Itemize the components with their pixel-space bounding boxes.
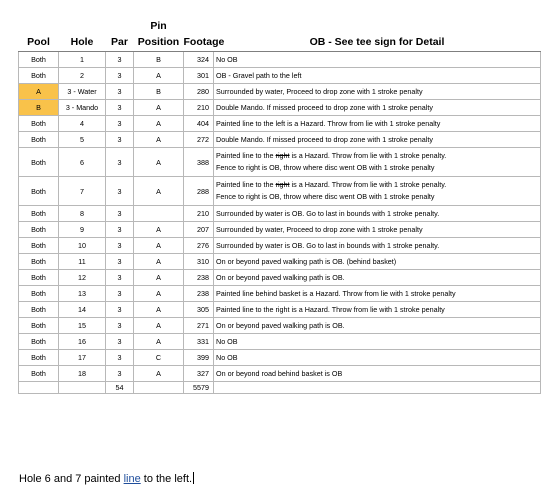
cell-hole[interactable]: 2 — [59, 68, 106, 84]
cell-ob[interactable]: No OB — [214, 350, 541, 366]
cell-hole[interactable]: 7 — [59, 177, 106, 206]
cell-empty[interactable] — [134, 382, 184, 394]
note-text-post: to the left. — [140, 473, 193, 485]
table-row — [19, 254, 541, 270]
header-ob: OB - See tee sign for Detail — [214, 20, 541, 52]
cell-pin[interactable]: A — [134, 116, 184, 132]
cell-footage[interactable]: 310 — [184, 254, 214, 270]
cell-ob[interactable]: On or beyond paved walking path is OB. (behind basket) — [214, 254, 541, 270]
cell-hole[interactable]: 14 — [59, 302, 106, 318]
cell-par[interactable]: 3 — [106, 100, 134, 116]
cell-pool[interactable]: Both — [19, 238, 59, 254]
table-row — [19, 132, 541, 148]
cell-pin[interactable]: A — [134, 254, 184, 270]
cell-pin[interactable]: A — [134, 238, 184, 254]
cell-hole[interactable]: 4 — [59, 116, 106, 132]
header-pin-bottom: Position — [137, 36, 180, 48]
cell-hole[interactable]: 1 — [59, 52, 106, 68]
cell-pin[interactable] — [134, 206, 184, 222]
cell-pin[interactable]: B — [134, 84, 184, 100]
ob-line-1 — [216, 179, 538, 191]
cell-ob[interactable]: No OB — [214, 52, 541, 68]
table-row — [19, 68, 541, 84]
table-row — [19, 302, 541, 318]
cell-footage[interactable]: 388 — [184, 148, 214, 177]
cell-par[interactable]: 3 — [106, 334, 134, 350]
cell-footage[interactable]: 271 — [184, 318, 214, 334]
cell-pool[interactable]: Both — [19, 68, 59, 84]
cell-par[interactable]: 3 — [106, 238, 134, 254]
cell-hole[interactable]: 16 — [59, 334, 106, 350]
cell-par[interactable]: 3 — [106, 222, 134, 238]
cell-footage[interactable]: 272 — [184, 132, 214, 148]
cell-pool[interactable]: Both — [19, 350, 59, 366]
cell-pin[interactable]: A — [134, 366, 184, 382]
cell-pool[interactable]: Both — [19, 334, 59, 350]
cell-hole[interactable]: 12 — [59, 270, 106, 286]
cell-empty[interactable] — [214, 382, 541, 394]
cell-pool-highlighted[interactable]: A — [19, 84, 59, 100]
cell-par[interactable]: 3 — [106, 270, 134, 286]
table-row — [19, 100, 541, 116]
cell-ob[interactable]: Surrounded by water is OB. Go to last in bounds with 1 stroke penalty. — [214, 206, 541, 222]
ob-text-struck: right — [275, 180, 290, 189]
totals-row — [19, 382, 541, 394]
cell-pool[interactable]: Both — [19, 366, 59, 382]
table-row — [19, 350, 541, 366]
cell-footage[interactable]: 404 — [184, 116, 214, 132]
ob-text-post: is a Hazard. Throw from lie with 1 stroke penalty. — [289, 180, 447, 189]
cell-ob[interactable]: Double Mando. If missed proceed to drop zone with 1 stroke penalty — [214, 100, 541, 116]
table-row — [19, 366, 541, 382]
table-row — [19, 318, 541, 334]
cell-footage[interactable]: 288 — [184, 177, 214, 206]
cell-ob[interactable] — [214, 177, 541, 206]
cell-ob[interactable]: Surrounded by water, Proceed to drop zone with 1 stroke penalty — [214, 222, 541, 238]
total-footage[interactable]: 5579 — [184, 382, 214, 394]
cell-hole[interactable]: 18 — [59, 366, 106, 382]
table-row — [19, 286, 541, 302]
cell-ob[interactable]: On or beyond paved walking path is OB. — [214, 270, 541, 286]
cell-par[interactable]: 3 — [106, 254, 134, 270]
cell-par[interactable]: 3 — [106, 286, 134, 302]
cell-pin[interactable]: C — [134, 350, 184, 366]
header-pin-top: Pin — [150, 20, 167, 32]
cell-par[interactable]: 3 — [106, 84, 134, 100]
table-row — [19, 334, 541, 350]
cell-pin[interactable]: A — [134, 132, 184, 148]
cell-footage[interactable]: 276 — [184, 238, 214, 254]
cell-hole[interactable]: 8 — [59, 206, 106, 222]
table-row — [19, 52, 541, 68]
cell-par[interactable]: 3 — [106, 302, 134, 318]
cell-pool[interactable]: Both — [19, 270, 59, 286]
cell-hole[interactable]: 9 — [59, 222, 106, 238]
header-footage: Footage — [184, 20, 214, 52]
cell-par[interactable]: 3 — [106, 52, 134, 68]
cell-pool[interactable]: Both — [19, 52, 59, 68]
cell-pool[interactable]: Both — [19, 318, 59, 334]
cell-ob[interactable]: Surrounded by water, Proceed to drop zone with 1 stroke penalty — [214, 84, 541, 100]
cell-par[interactable]: 3 — [106, 132, 134, 148]
cell-pool[interactable]: Both — [19, 254, 59, 270]
cell-footage[interactable]: 305 — [184, 302, 214, 318]
cell-pin[interactable]: A — [134, 286, 184, 302]
cell-ob[interactable]: Surrounded by water is OB. Go to last in bounds with 1 stroke penalty. — [214, 238, 541, 254]
cell-pin[interactable]: A — [134, 222, 184, 238]
text-cursor — [193, 472, 194, 484]
cell-pool-highlighted[interactable]: B — [19, 100, 59, 116]
course-table — [18, 20, 541, 394]
cell-hole[interactable]: 10 — [59, 238, 106, 254]
cell-pool[interactable]: Both — [19, 177, 59, 206]
cell-ob[interactable]: Painted line to the left is a Hazard. Throw from lie with 1 stroke penalty — [214, 116, 541, 132]
cell-par[interactable]: 3 — [106, 206, 134, 222]
ob-line-1 — [216, 150, 538, 162]
cell-pool[interactable]: Both — [19, 302, 59, 318]
cell-pin[interactable]: A — [134, 318, 184, 334]
cell-ob[interactable]: On or beyond road behind basket is OB — [214, 366, 541, 382]
ob-text-struck: right — [275, 151, 290, 160]
cell-par[interactable]: 3 — [106, 318, 134, 334]
cell-pin[interactable]: A — [134, 148, 184, 177]
cell-hole[interactable]: 11 — [59, 254, 106, 270]
cell-pool[interactable]: Both — [19, 206, 59, 222]
cell-ob[interactable]: Painted line to the right is a Hazard. Throw from lie with 1 stroke penalty — [214, 302, 541, 318]
cell-ob[interactable]: Painted line behind basket is a Hazard. Throw from lie with 1 stroke penalty — [214, 286, 541, 302]
ob-text-post: is a Hazard. Throw from lie with 1 stroke penalty. — [289, 151, 447, 160]
note-link-word[interactable]: line — [123, 473, 141, 485]
cell-ob[interactable]: No OB — [214, 334, 541, 350]
table-body — [19, 52, 541, 394]
table-row — [19, 177, 541, 206]
cell-empty[interactable] — [19, 382, 59, 394]
cell-hole[interactable]: 6 — [59, 148, 106, 177]
cell-par[interactable]: 3 — [106, 116, 134, 132]
cell-ob[interactable]: Double Mando. If missed proceed to drop zone with 1 stroke penalty — [214, 132, 541, 148]
table-row — [19, 148, 541, 177]
cell-par[interactable]: 3 — [106, 177, 134, 206]
ob-line-2: Fence to right is OB, throw where disc went OB with 1 stroke penalty — [216, 163, 435, 172]
header-row — [19, 20, 541, 52]
table-row — [19, 222, 541, 238]
cell-ob[interactable]: OB - Gravel path to the left — [214, 68, 541, 84]
cell-pin[interactable]: A — [134, 100, 184, 116]
cell-pool[interactable]: Both — [19, 148, 59, 177]
header-pin-position — [134, 20, 184, 52]
header-hole: Hole — [59, 20, 106, 52]
header-pool: Pool — [19, 20, 59, 52]
cell-pool[interactable]: Both — [19, 286, 59, 302]
cell-pin[interactable]: A — [134, 270, 184, 286]
cell-footage[interactable]: 207 — [184, 222, 214, 238]
cell-ob[interactable] — [214, 148, 541, 177]
cell-footage[interactable]: 301 — [184, 68, 214, 84]
cell-footage[interactable]: 210 — [184, 206, 214, 222]
table-row — [19, 270, 541, 286]
table-row — [19, 84, 541, 100]
cell-pin[interactable]: A — [134, 302, 184, 318]
cell-ob[interactable]: On or beyond paved walking path is OB. — [214, 318, 541, 334]
ob-text-pre: Painted line to the — [216, 180, 276, 189]
table-row — [19, 206, 541, 222]
cell-footage[interactable]: 331 — [184, 334, 214, 350]
cell-pool[interactable]: Both — [19, 116, 59, 132]
note-text-pre: Hole 6 and 7 painted — [19, 473, 124, 485]
cell-pin[interactable]: A — [134, 177, 184, 206]
note-paragraph[interactable] — [19, 472, 194, 486]
cell-pool[interactable]: Both — [19, 132, 59, 148]
cell-footage[interactable]: 280 — [184, 84, 214, 100]
document-page — [18, 20, 540, 394]
cell-footage[interactable]: 238 — [184, 286, 214, 302]
cell-footage[interactable]: 238 — [184, 270, 214, 286]
cell-footage[interactable]: 399 — [184, 350, 214, 366]
cell-par[interactable]: 3 — [106, 350, 134, 366]
cell-empty[interactable] — [59, 382, 106, 394]
cell-pool[interactable]: Both — [19, 222, 59, 238]
ob-line-2: Fence to right is OB, throw where disc went OB with 1 stroke penalty — [216, 192, 435, 201]
cell-hole[interactable]: 5 — [59, 132, 106, 148]
cell-par[interactable]: 3 — [106, 68, 134, 84]
total-par[interactable]: 54 — [106, 382, 134, 394]
cell-par[interactable]: 3 — [106, 148, 134, 177]
cell-hole[interactable]: 17 — [59, 350, 106, 366]
header-par: Par — [106, 20, 134, 52]
table-row — [19, 238, 541, 254]
cell-footage[interactable]: 324 — [184, 52, 214, 68]
table-row — [19, 116, 541, 132]
cell-pin[interactable]: A — [134, 334, 184, 350]
cell-hole[interactable]: 3 - Mando — [59, 100, 106, 116]
cell-footage[interactable]: 210 — [184, 100, 214, 116]
cell-hole[interactable]: 3 - Water — [59, 84, 106, 100]
cell-hole[interactable]: 13 — [59, 286, 106, 302]
cell-pin[interactable]: A — [134, 68, 184, 84]
cell-pin[interactable]: B — [134, 52, 184, 68]
ob-text-pre: Painted line to the — [216, 151, 276, 160]
cell-hole[interactable]: 15 — [59, 318, 106, 334]
cell-footage[interactable]: 327 — [184, 366, 214, 382]
cell-par[interactable]: 3 — [106, 366, 134, 382]
